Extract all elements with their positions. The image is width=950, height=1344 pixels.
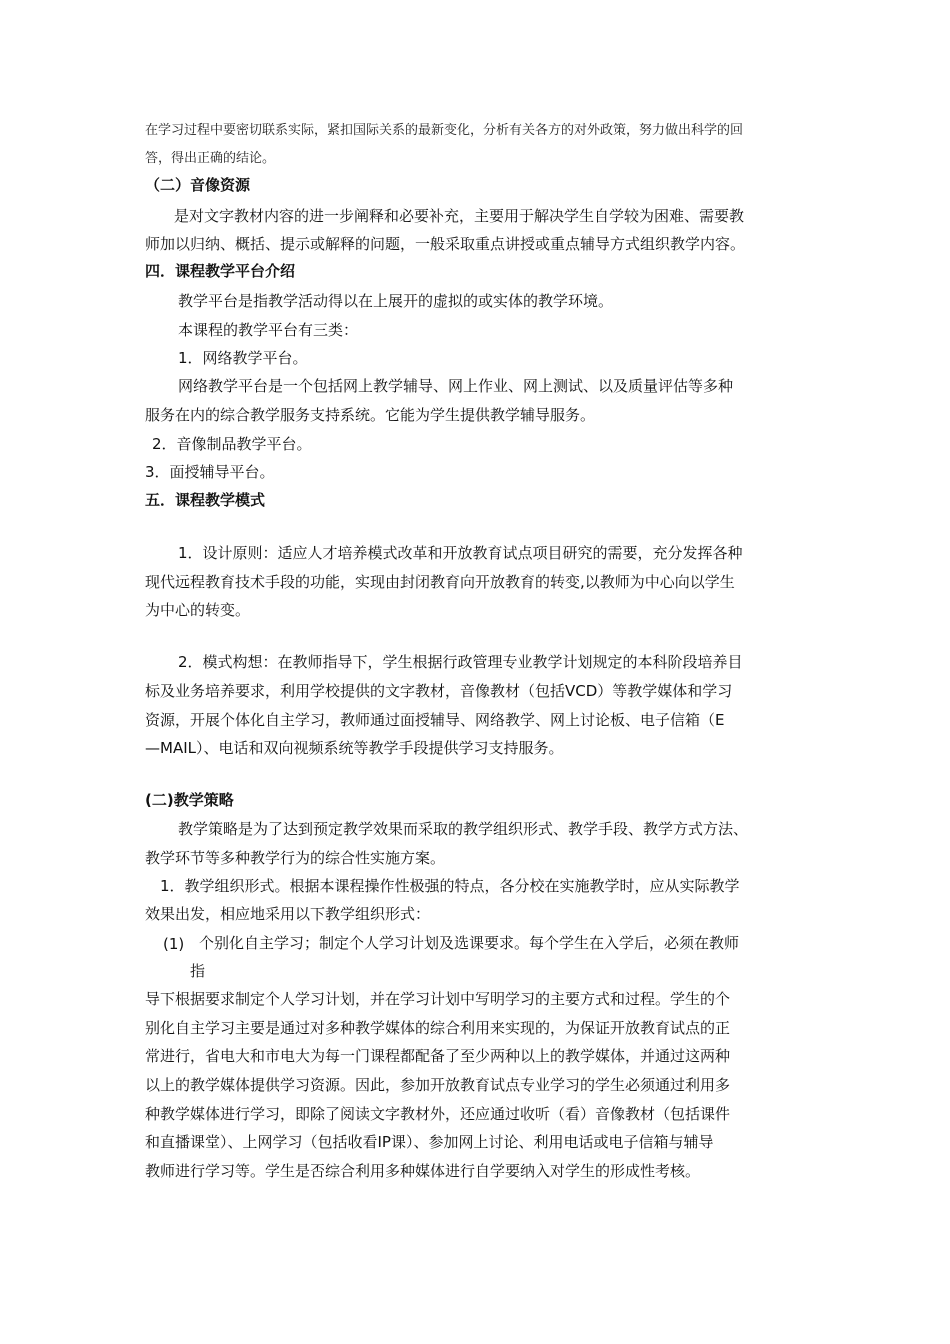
intro-line-2: 答，得出正确的结论。: [145, 151, 276, 166]
intro-line-1: 在学习过程中要密切联系实际，紧扣国际关系的最新变化，分析有关各方的对外政策，努力做出科学的回: [145, 123, 744, 138]
body-line-3: 常进行，省电大和市电大为每一门课程都配备了至少两种以上的教学媒体，并通过这两种: [145, 1047, 731, 1065]
design-line-1: 1．设计原则：适应人才培养模式改革和开放教育试点项目研究的需要，充分发挥各种: [178, 544, 743, 562]
sec4-item1: 1．网络教学平台。: [178, 349, 308, 367]
sec4-p2: 本课程的教学平台有三类：: [178, 321, 359, 339]
sec4-item3: 3．面授辅导平台。: [145, 463, 275, 481]
body-line-1: 导下根据要求制定个人学习计划，并在学习计划中写明学习的主要方式和过程。学生的个: [145, 990, 731, 1008]
sec4-item1-desc1: 网络教学平台是一个包括网上教学辅导、网上作业、网上测试、以及质量评估等多种: [178, 377, 734, 395]
design-line-2: 现代远程教育技术手段的功能，实现由封闭教育向开放教育的转变,以教师为中心向以学生: [145, 573, 735, 591]
sub1-line: 个别化自主学习；制定个人学习计划及选课要求。每个学生在入学后，必须在教师: [199, 934, 740, 952]
model-line-2: 标及业务培养要求，利用学校提供的文字教材，音像教材（包括VCD）等教学媒体和学习: [145, 682, 733, 700]
body-line-5: 种教学媒体进行学习，即除了阅读文字教材外，还应通过收听（看）音像教材（包括课件: [145, 1105, 731, 1123]
sec4-item1-desc2: 服务在内的综合教学服务支持系统。它能为学生提供教学辅导服务。: [145, 406, 596, 424]
av-line-2: 师加以归纳、概括、提示或解释的问题，一般采取重点讲授或重点辅导方式组织教学内容。: [145, 235, 746, 253]
sec4-p1: 教学平台是指教学活动得以在上展开的虚拟的或实体的教学环境。: [178, 292, 614, 310]
model-line-1: 2．模式构想：在教师指导下，学生根据行政管理专业教学计划规定的本科阶段培养目: [178, 653, 743, 671]
sub1-number: (1): [163, 935, 185, 953]
sec4-heading: 四．课程教学平台介绍: [145, 262, 296, 280]
sec5-heading: 五．课程教学模式: [145, 491, 266, 509]
strategy-intro-1: 教学策略是为了达到预定教学效果而采取的教学组织形式、教学手段、教学方式方法、: [178, 820, 749, 838]
body-line-2: 别化自主学习主要是通过对多种教学媒体的综合利用来实现的，为保证开放教育试点的正: [145, 1019, 731, 1037]
strategy-intro-2: 教学环节等多种教学行为的综合性实施方案。: [145, 849, 446, 867]
org-line-1: 1．教学组织形式。根据本课程操作性极强的特点，各分校在实施教学时，应从实际教学: [160, 877, 740, 895]
sub1-wrap: 指: [190, 962, 206, 980]
org-line-2: 效果出发，相应地采用以下教学组织形式：: [145, 905, 431, 923]
body-line-7: 教师进行学习等。学生是否综合利用多种媒体进行自学要纳入对学生的形成性考核。: [145, 1162, 701, 1180]
av-line-1: 是对文字教材内容的进一步阐释和必要补充，主要用于解决学生自学较为困难、需要教: [174, 207, 745, 225]
model-line-3: 资源，开展个体化自主学习，教师通过面授辅导、网络教学、网上讨论板、电子信箱（E: [145, 711, 725, 729]
av-heading: （二）音像资源: [145, 176, 251, 194]
body-line-6: 和直播课堂）、上网学习（包括收看IP课）、参加网上讨论、利用电话或电子信箱与辅导: [145, 1133, 714, 1151]
sec4-item2: 2．音像制品教学平台。: [152, 435, 312, 453]
model-line-4: —MAIL）、电话和双向视频系统等教学手段提供学习支持服务。: [145, 739, 564, 757]
strategy-heading: (二)教学策略: [145, 791, 234, 809]
design-line-3: 为中心的转变。: [145, 601, 251, 619]
body-line-4: 以上的教学媒体提供学习资源。因此，参加开放教育试点专业学习的学生必须通过利用多: [145, 1076, 731, 1094]
